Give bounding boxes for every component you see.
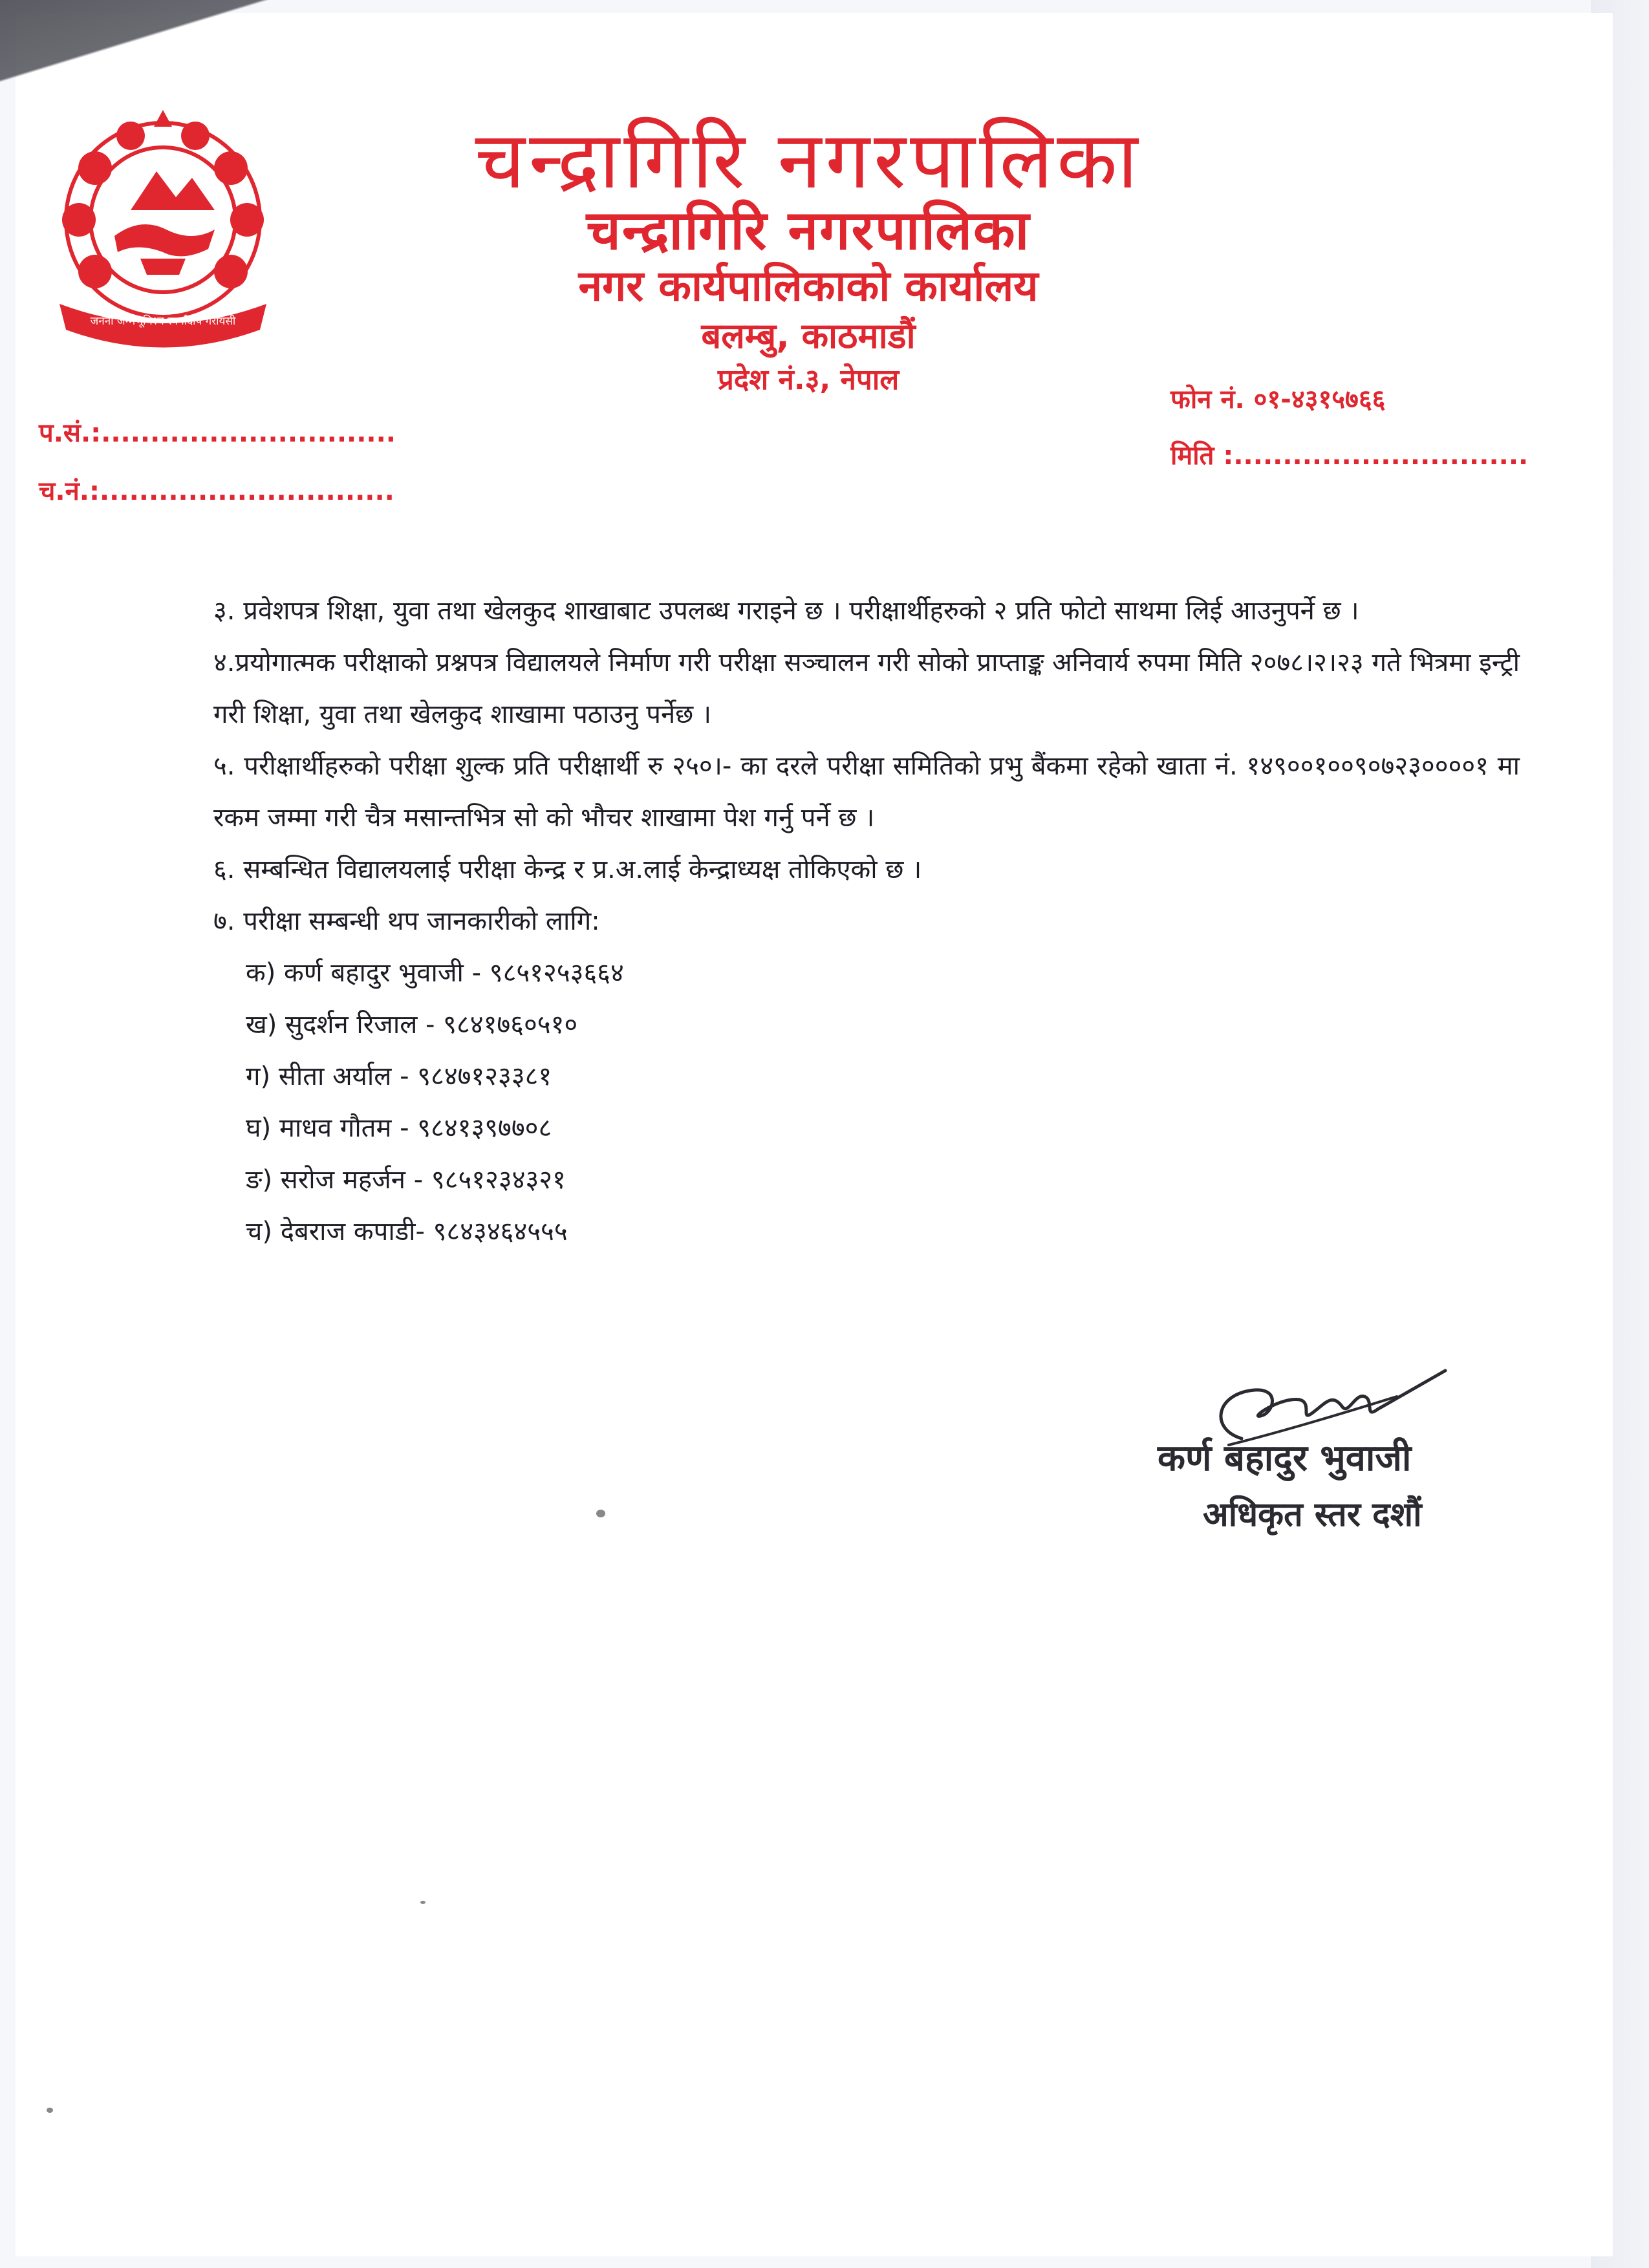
letter-body xyxy=(213,585,1520,1257)
municipality-title-newari: चन्द्रागिरि नगरपालिका xyxy=(586,198,1031,262)
office-name: नगर कार्यपालिकाको कार्यालय xyxy=(578,261,1039,311)
office-address: बलम्बु, काठमाडौं xyxy=(701,316,916,356)
contact-item: घ) माधव गौतम - ९८४१३९७७०८ xyxy=(246,1113,552,1143)
province-line: प्रदेश नं.३, नेपाल xyxy=(717,363,900,396)
paragraph-5: ५. परीक्षार्थीहरुको परीक्षा शुल्क प्रति परीक्षार्थी रु २५०।- का दरले परीक्षा समितिको प्रभु बैंकमा रहेको खाता नं. १४९००१००९०७२३००००१ मा रकम जम्मा गरी चैत्र मसान्तभित्र सो को भौचर शाखामा पेश गर्नु पर्ने छ । xyxy=(213,751,1520,833)
phone-number: फोन नं. ०१-४३१५७६६ xyxy=(1170,385,1386,414)
scan-speck xyxy=(47,2108,53,2113)
contacts-heading: ७. परीक्षा सम्बन्धी थप जानकारीको लागि: xyxy=(213,906,600,936)
paragraph-3: ३. प्रवेशपत्र शिक्षा, युवा तथा खेलकुद शाखाबाट उपलब्ध गराइने छ । परीक्षार्थीहरुको २ प्रति फोटो साथमा लिई आउनुपर्ने छ । xyxy=(213,596,1359,626)
paragraph-4: ४.प्रयोगात्मक परीक्षाको प्रश्नपत्र विद्यालयले निर्माण गरी परीक्षा सञ्चालन गरी सोको प्राप्ताङ्क अनिवार्य रुपमा मिति २०७८।२।२३ गते भित्रमा इन्ट्री गरी शिक्षा, युवा तथा खेलकुद शाखामा पठाउनु पर्नेछ । xyxy=(213,648,1520,729)
signer-title: अधिकृत स्तर दशौं xyxy=(1203,1495,1422,1534)
nepal-emblem-logo xyxy=(34,97,292,356)
contact-item: च) देबराज कपाडी- ९८४३४६४५५५ xyxy=(246,1217,568,1246)
emblem-motto: जननी जन्मभूमिश्च स्वर्गादपि गरीयसी xyxy=(90,315,236,328)
contacts-list xyxy=(213,947,1520,1257)
municipality-title: चन्द्रागिरि नगरपालिका xyxy=(475,114,1142,206)
scan-speck xyxy=(596,1510,605,1517)
dispatch-number-field: च.नं.:.............................. xyxy=(39,476,394,506)
scan-speck xyxy=(420,1901,426,1904)
contact-item: ख) सुदर्शन रिजाल - ९८४१७६०५१० xyxy=(246,1010,578,1040)
contact-item: ग) सीता अर्याल - ९८४७१२३३८१ xyxy=(246,1062,552,1091)
paragraph-6: ६. सम्बन्धित विद्यालयलाई परीक्षा केन्द्र र प्र.अ.लाई केन्द्राध्यक्ष तोकिएको छ । xyxy=(213,855,922,884)
date-field: मिति :.............................. xyxy=(1170,441,1529,471)
reference-number-field: प.सं.:.............................. xyxy=(39,418,396,448)
contact-item: ङ) सरोज महर्जन - ९८५१२३४३२१ xyxy=(246,1165,566,1195)
contact-item: क) कर्ण बहादुर भुवाजी - ९८५१२५३६६४ xyxy=(246,958,624,988)
signer-name: कर्ण बहादुर भुवाजी xyxy=(1158,1437,1412,1479)
